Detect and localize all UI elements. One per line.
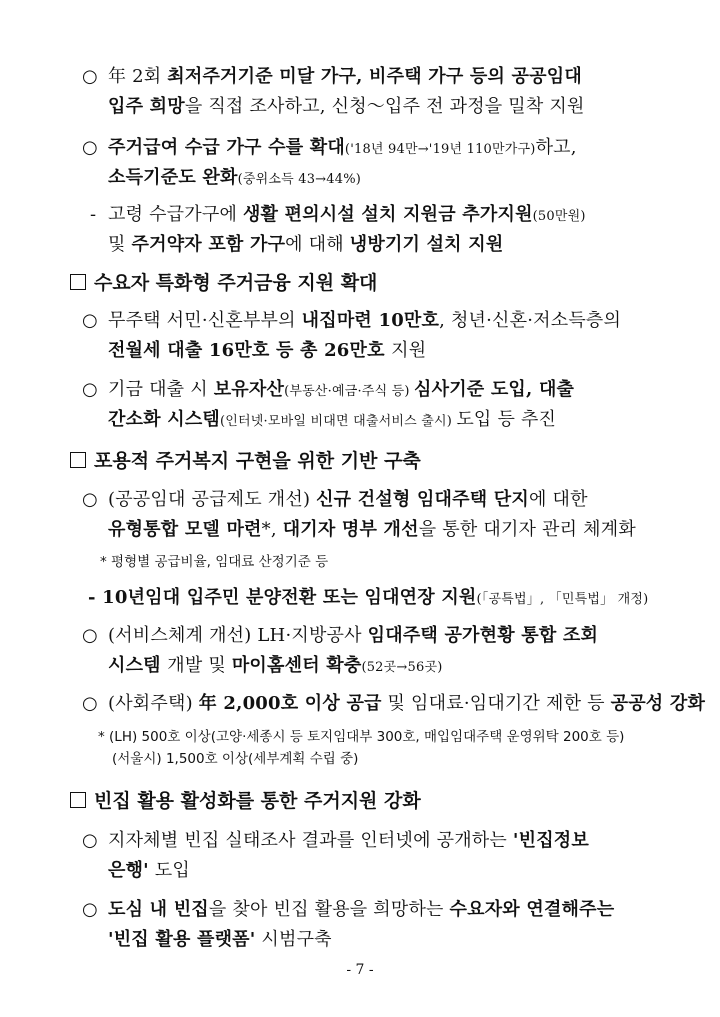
text-run: (50만원) bbox=[532, 209, 586, 224]
text-run: 시스템 bbox=[108, 655, 168, 676]
text-run: 을 직접 조사하고, 신청～입주 전 과정을 밀착 지원 bbox=[184, 96, 585, 117]
text-run: 임대주택 공가현황 통합 조회 bbox=[367, 625, 599, 646]
item-1-line-2 bbox=[108, 92, 585, 122]
s3-item-1-line-2 bbox=[108, 856, 190, 886]
text-run: 시범구축 bbox=[255, 929, 332, 950]
checkbox-square-icon bbox=[70, 274, 86, 290]
text-run: 및 bbox=[108, 234, 132, 255]
s3-item-1-line-1 bbox=[108, 826, 589, 856]
text-run: 주거약자 포함 가구 bbox=[131, 234, 286, 255]
text-run: 하고, bbox=[535, 137, 577, 158]
s3-item-2-line-2 bbox=[108, 925, 332, 955]
section-heading-vacant-house bbox=[70, 786, 421, 816]
text-run: 신규 건설형 임대주택 단지 bbox=[316, 489, 529, 510]
footnote-line-2: (서울시) 1,500호 이상(세부계획 수립 중) bbox=[112, 751, 359, 767]
text-run: 유형통합 모델 마련 bbox=[108, 519, 262, 540]
item-2-line-1 bbox=[108, 133, 577, 165]
text-run: - 10년임대 입주민 bbox=[88, 587, 247, 608]
text-run: 대기자 명부 개선 bbox=[282, 519, 419, 540]
s2-item-2-line-2 bbox=[108, 651, 442, 683]
s1-item-1-line-1 bbox=[108, 306, 621, 336]
text-run: 간소화 시스템 bbox=[108, 409, 220, 430]
text-run: 年 2회 bbox=[108, 66, 168, 87]
text-run: 을 통한 대기자 관리 체계화 bbox=[418, 519, 636, 540]
text-run: 年 2,000호 이상 공급 bbox=[198, 693, 382, 714]
section-heading-housing-finance bbox=[70, 268, 377, 298]
section-heading-housing-welfare bbox=[70, 446, 421, 476]
text-run: 소득기준도 완화 bbox=[108, 167, 238, 188]
text-run: (서비스체계 개선) LH·지방공사 bbox=[108, 625, 368, 646]
text-run: 심사기준 도입, 대출 bbox=[414, 379, 575, 400]
s1-item-1-line-2 bbox=[108, 336, 426, 366]
bullet-circle: ○ bbox=[82, 625, 98, 646]
text-run: 에 대해 bbox=[285, 234, 350, 255]
text-run: 기금 대출 시 bbox=[108, 379, 214, 400]
bullet-circle: ○ bbox=[82, 830, 98, 851]
text-run: (「공특법」, 「민특법」 개정) bbox=[476, 592, 649, 607]
section-title: 수요자 특화형 주거금융 지원 확대 bbox=[94, 272, 378, 294]
item-1-line-1 bbox=[108, 62, 582, 92]
s2-item-2-line-1 bbox=[108, 621, 598, 651]
item-3-line-1 bbox=[108, 200, 586, 232]
bullet-circle: ○ bbox=[82, 693, 98, 714]
text-run: 분양전환 또는 임대연장 지원 bbox=[246, 587, 477, 608]
text-run: 도입 등 추진 bbox=[456, 409, 557, 430]
text-run: (부동산·예금·주식 등) bbox=[284, 384, 415, 399]
text-run: 도입 bbox=[148, 860, 190, 881]
bullet-circle: ○ bbox=[82, 379, 98, 400]
text-run: 생활 편의시설 설치 지원금 추가지원 bbox=[242, 204, 533, 225]
text-run: 에 대한 bbox=[528, 489, 588, 510]
section-title: 포용적 주거복지 구현을 위한 기반 구축 bbox=[94, 450, 421, 472]
text-run: 보유자산 bbox=[213, 379, 285, 400]
text-run: 은행' bbox=[108, 860, 149, 881]
text-run: 개발 및 bbox=[167, 655, 232, 676]
bullet-circle: ○ bbox=[82, 489, 98, 510]
text-run: (인터넷·모바일 비대면 대출서비스 출시) bbox=[220, 414, 457, 429]
text-run: 최저주거기준 미달 가구, 비주택 가구 등의 공공임대 bbox=[167, 66, 582, 87]
text-run: 주거급여 수급 가구 수를 확대 bbox=[108, 137, 345, 158]
text-run: 지원 bbox=[391, 340, 427, 361]
text-run: 냉방기기 설치 지원 bbox=[349, 234, 504, 255]
text-run: 내집마련 10만호 bbox=[301, 310, 440, 331]
text-run: 지자체별 빈집 실태조사 결과를 인터넷에 공개하는 bbox=[108, 830, 513, 851]
checkbox-square-icon bbox=[70, 452, 86, 468]
text-run: *, bbox=[261, 519, 283, 540]
text-run: '빈집 활용 플랫폼' bbox=[108, 929, 256, 950]
bullet-dash: - bbox=[90, 204, 97, 225]
footnote: * 평형별 공급비율, 임대료 산정기준 등 bbox=[100, 554, 329, 570]
s1-item-2-line-2 bbox=[108, 405, 556, 437]
text-run: '빈집정보 bbox=[512, 830, 589, 851]
footnote-line-1: * (LH) 500호 이상(고양·세종시 등 토지임대부 300호, 매입임대주택 운영위탁 200호 등) bbox=[98, 729, 625, 745]
page-number: - 7 - bbox=[346, 962, 374, 978]
bullet-circle: ○ bbox=[82, 899, 98, 920]
bullet-circle: ○ bbox=[82, 137, 98, 158]
item-3-line-2 bbox=[108, 230, 503, 260]
text-run: 을 찾아 빈집 활용을 희망하는 bbox=[208, 899, 450, 920]
checkbox-square-icon bbox=[70, 792, 86, 808]
text-run: 도심 내 빈집 bbox=[108, 899, 209, 920]
text-run: 무주택 서민·신혼부부의 bbox=[108, 310, 302, 331]
item-2-line-2 bbox=[108, 163, 361, 195]
text-run: (52곳→56곳) bbox=[361, 660, 443, 675]
text-run: ('18년 94만→'19년 110만가구) bbox=[344, 142, 536, 157]
text-run: 마이홈센터 확충 bbox=[231, 655, 362, 676]
bullet-circle: ○ bbox=[82, 310, 98, 331]
s2-dash-item bbox=[88, 583, 648, 615]
text-run: 공공성 강화 bbox=[610, 693, 706, 714]
s2-item-1-line-1 bbox=[108, 485, 588, 515]
text-run: , 청년·신혼·저소득층의 bbox=[439, 310, 622, 331]
text-run: 수요자와 연결해주는 bbox=[449, 899, 615, 920]
bullet-circle: ○ bbox=[82, 66, 98, 87]
text-run: 고령 수급가구에 bbox=[108, 204, 243, 225]
text-run: 전월세 대출 16만호 등 총 26만호 bbox=[108, 340, 392, 361]
s3-item-2-line-1 bbox=[108, 895, 614, 925]
text-run: (사회주택) bbox=[108, 693, 199, 714]
section-title: 빈집 활용 활성화를 통한 주거지원 강화 bbox=[94, 790, 421, 812]
text-run: (중위소득 43→44%) bbox=[237, 172, 362, 187]
s2-item-3-line-1 bbox=[108, 689, 705, 719]
text-run: (공공임대 공급제도 개선) bbox=[108, 489, 317, 510]
text-run: 입주 희망 bbox=[108, 96, 185, 117]
s1-item-2-line-1 bbox=[108, 375, 574, 407]
s2-item-1-line-2 bbox=[108, 515, 636, 545]
text-run: 및 임대료·임대기간 제한 등 bbox=[381, 693, 611, 714]
